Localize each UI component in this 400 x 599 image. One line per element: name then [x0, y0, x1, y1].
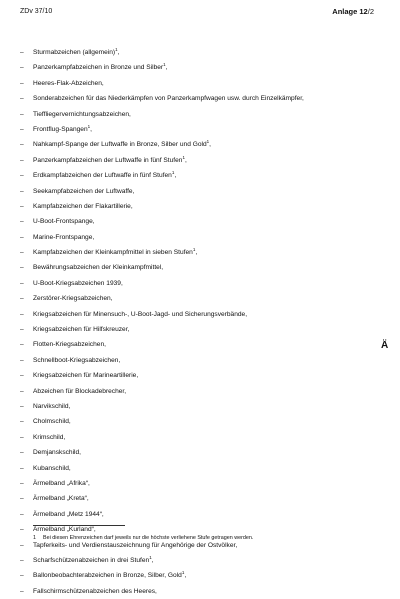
list-item: [20, 414, 370, 429]
list-item: [20, 168, 370, 183]
list-item: [20, 60, 370, 75]
footnote-number: 1: [33, 535, 36, 541]
dash-bullet: –: [20, 449, 24, 457]
dash-bullet: –: [20, 156, 24, 164]
list-item: [20, 445, 370, 460]
footnote-divider: [33, 525, 125, 526]
dash-bullet: –: [20, 202, 24, 210]
dash-bullet: –: [20, 418, 24, 426]
dash-bullet: –: [20, 572, 24, 580]
dash-bullet: –: [20, 326, 24, 334]
dash-bullet: –: [20, 556, 24, 564]
list-item: [20, 137, 370, 152]
list-item: [20, 322, 370, 337]
list-item: [20, 276, 370, 291]
list-item-punctuation: ,: [151, 556, 154, 564]
list-item: [20, 260, 370, 275]
dash-bullet: –: [20, 310, 24, 318]
list-item: [20, 568, 370, 583]
dash-bullet: –: [20, 172, 24, 180]
list-item-text: Abzeichen für Blockadebrecher,: [33, 387, 127, 395]
footnote: [33, 535, 253, 541]
footnote-reference: 1: [192, 246, 196, 252]
footnote-reference: 1: [149, 554, 152, 560]
list-item-punctuation: ,: [195, 249, 198, 257]
list-item-text: Kriegsabzeichen für Marineartillerie,: [33, 372, 139, 380]
list-item-text: Kampfabzeichen der Flakartillerie,: [33, 202, 133, 210]
dash-bullet: –: [20, 510, 24, 518]
dash-bullet: –: [20, 95, 24, 103]
dash-bullet: –: [20, 387, 24, 395]
list-item-text: Ballonbeobachterabzeichen in Bronze, Silber, Gold: [33, 572, 182, 580]
list-item-text: Heeres-Flak-Abzeichen,: [33, 79, 104, 87]
list-item-text: Panzerkampfabzeichen der Luftwaffe in fünf Stufen: [33, 156, 183, 164]
list-item-punctuation: ,: [117, 49, 120, 56]
dash-bullet: –: [20, 541, 24, 549]
footnote-reference: 1: [163, 62, 166, 68]
list-item-punctuation: ,: [209, 141, 211, 149]
list-item: [20, 153, 370, 168]
footnote-reference: 1: [115, 46, 118, 52]
list-item-text: Erdkampfabzeichen der Luftwaffe in fünf Stufen: [33, 172, 172, 180]
dash-bullet: –: [20, 79, 24, 87]
dash-bullet: –: [20, 402, 24, 410]
dash-bullet: –: [20, 479, 24, 487]
decorations-list: [20, 45, 370, 599]
list-item-text: Cholmschild,: [33, 418, 71, 426]
list-item-text: Marine-Frontspange,: [33, 233, 95, 241]
list-item-text: Krimschild,: [33, 433, 66, 441]
list-item: [20, 507, 370, 522]
dash-bullet: –: [20, 64, 24, 72]
list-item: [20, 214, 370, 229]
dash-bullet: –: [20, 341, 24, 349]
dash-bullet: –: [20, 464, 24, 472]
list-item: [20, 384, 370, 399]
list-item-text: Zerstörer-Kriegsabzeichen,: [33, 295, 113, 303]
list-item: [20, 584, 370, 599]
list-item-text: U-Boot-Frontspange,: [33, 218, 95, 226]
annex-page: /2: [367, 7, 374, 16]
dash-bullet: –: [20, 187, 24, 195]
list-item-text: Tapferkeits- und Verdienstauszeichnung für Angehörige der Ostvölker,: [33, 541, 238, 549]
list-item: [20, 76, 370, 91]
list-item-text: Flotten-Kriegsabzeichen,: [33, 341, 106, 349]
list-item-text: Fallschirmschützenabzeichen des Heeres,: [33, 587, 157, 595]
dash-bullet: –: [20, 218, 24, 226]
list-item-punctuation: ,: [165, 64, 168, 72]
list-item-text: Demjanskschild,: [33, 449, 82, 457]
dash-bullet: –: [20, 233, 24, 241]
document-id: ZDv 37/10: [20, 8, 53, 15]
dash-bullet: –: [20, 110, 24, 118]
dash-bullet: –: [20, 587, 24, 595]
list-item-text: Narvikschild,: [33, 402, 71, 410]
list-item: [20, 430, 370, 445]
list-item: [20, 353, 370, 368]
list-item-text: Panzerkampfabzeichen in Bronze und Silber: [33, 64, 164, 72]
annex-label: [332, 7, 374, 16]
list-item: [20, 184, 370, 199]
footnote-reference: 1: [206, 139, 210, 145]
list-item-text: Kubanschild,: [33, 464, 71, 472]
footnote-reference: 1: [182, 154, 185, 160]
list-item-text: Ärmelband „Metz 1944“,: [33, 510, 104, 518]
list-item-text: Tieffliegervernichtungsabzeichen,: [33, 110, 131, 118]
list-item: [20, 461, 370, 476]
list-item: [20, 45, 370, 60]
list-item: [20, 307, 370, 322]
list-item: [20, 122, 370, 137]
list-item-text: Ärmelband „Kreta“,: [33, 495, 89, 503]
dash-bullet: –: [20, 264, 24, 272]
list-item-text: Seekampfabzeichen der Luftwaffe,: [33, 187, 135, 195]
list-item-text: Bewährungsabzeichen der Kleinkampfmittel,: [33, 264, 164, 272]
list-item-punctuation: ,: [184, 156, 187, 164]
list-item: [20, 230, 370, 245]
annex-name: Anlage 12: [332, 7, 368, 16]
list-item: [20, 368, 370, 383]
list-item-text: Kriegsabzeichen für Hilfskreuzer,: [33, 326, 130, 334]
list-item: [20, 476, 370, 491]
dash-bullet: –: [20, 279, 24, 287]
list-item-punctuation: ,: [90, 125, 92, 133]
margin-change-marker: Ä: [381, 340, 389, 351]
list-item-text: Sonderabzeichen für das Niederkämpfen von Panzerkampfwagen usw. durch Einzelkämpfer,: [33, 95, 304, 103]
dash-bullet: –: [20, 295, 24, 303]
dash-bullet: –: [20, 356, 24, 364]
dash-bullet: –: [20, 495, 24, 503]
list-item-text: Sturmabzeichen (allgemein): [33, 49, 116, 56]
list-item-text: Ärmelband „Afrika“,: [33, 479, 90, 487]
list-item-text: Frontflug-Spangen: [33, 125, 88, 133]
list-item: [20, 245, 370, 260]
footnote-text: Bei diesen Ehrenzeichen darf jeweils nur die höchste verliehene Stufe getragen werden.: [43, 535, 254, 541]
list-item-punctuation: ,: [184, 572, 187, 580]
dash-bullet: –: [20, 526, 24, 534]
list-item-text: Nahkampf-Spange der Luftwaffe in Bronze, Silber und Gold: [33, 141, 207, 149]
footnote-reference: 1: [171, 169, 175, 175]
list-item: [20, 491, 370, 506]
dash-bullet: –: [20, 372, 24, 380]
list-item: [20, 199, 370, 214]
dash-bullet: –: [20, 125, 24, 133]
list-item: [20, 399, 370, 414]
list-item-text: Kampfabzeichen der Kleinkampfmittel in sieben Stufen: [33, 249, 193, 257]
list-item: [20, 553, 370, 568]
list-item-text: Schnellboot-Kriegsabzeichen,: [33, 356, 121, 364]
footnote-reference: 1: [87, 123, 91, 129]
dash-bullet: –: [20, 141, 24, 149]
list-item-text: Scharfschützenabzeichen in drei Stufen: [33, 556, 150, 564]
list-item-text: Ärmelband „Kurland“,: [33, 526, 96, 534]
list-item-punctuation: ,: [174, 172, 177, 180]
list-item-text: U-Boot-Kriegsabzeichen 1939,: [33, 279, 123, 287]
list-item: [20, 91, 370, 106]
dash-bullet: –: [20, 433, 24, 441]
list-item: [20, 291, 370, 306]
list-item-text: Kriegsabzeichen für Minensuch-, U-Boot-Jagd- und Sicherungsverbände,: [33, 310, 248, 318]
dash-bullet: –: [20, 49, 24, 56]
footnote-reference: 1: [181, 570, 185, 576]
dash-bullet: –: [20, 249, 24, 257]
list-item: [20, 107, 370, 122]
list-item: [20, 337, 370, 352]
